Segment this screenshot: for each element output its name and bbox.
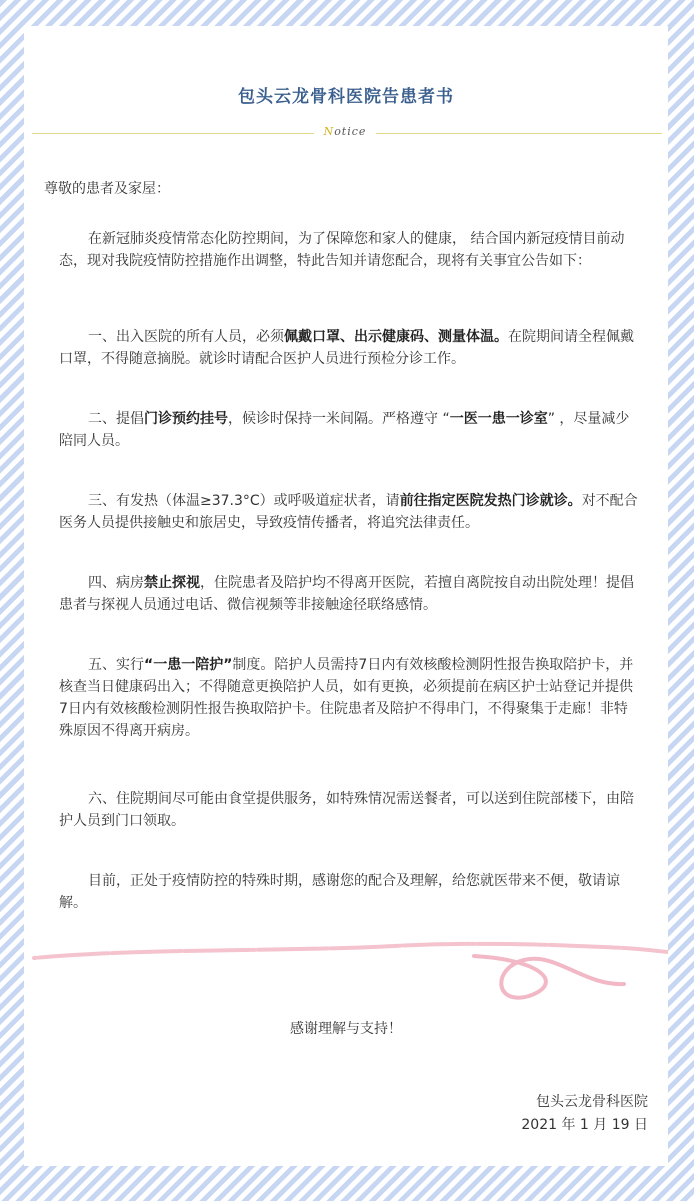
rule-2-text-c: ，候诊时保持一米间隔。严格遵守 “ — [228, 411, 450, 427]
notice-label — [314, 125, 376, 138]
rule-2-text-e: ” ，尽量减少陪同人员。 — [59, 411, 630, 449]
notice-label-rest: otice — [334, 125, 367, 138]
rule-item-4 — [59, 572, 639, 616]
divider-line-right — [376, 133, 662, 134]
rule-3-text-c: 对不配合医务人员提供接触史和旅居史，导致疫情传播者，将追究法律责任。 — [59, 493, 638, 531]
page-title: 包头云龙骨科医院告患者书 — [238, 87, 454, 107]
rule-item-3 — [59, 490, 639, 534]
rule-item-5 — [59, 654, 639, 742]
rule-4-emphasis: 禁止探视 — [144, 575, 200, 591]
notice-label-initial: N — [323, 125, 335, 138]
rule-4-text-c: ，住院患者及陪护均不得离开医院，若擅自离院按自动出院处理！提倡患者与探视人员通过电话、微信视频等非接触途径联络感情。 — [59, 575, 634, 613]
notice-card — [24, 26, 668, 1166]
signature-organization: 包头云龙骨科医院 — [536, 1094, 648, 1110]
rule-1-text-c: 在院期间请全程佩戴口罩，不得随意摘脱。就诊时请配合医护人员进行预检分诊工作。 — [59, 329, 634, 367]
rule-1-text-a: 一、出入医院的所有人员，必须 — [88, 329, 284, 345]
divider-line-left — [32, 133, 314, 134]
closing-paragraph: 目前，正处于疫情防控的特殊时期，感谢您的配合及理解，给您就医带来不便，敬请谅解。 — [59, 873, 620, 911]
rule-2-emphasis-1: 门诊预约挂号 — [144, 411, 228, 427]
rule-3-text-a: 三、有发热（体温≥37.3°C）或呼吸道症状者，请 — [88, 493, 400, 509]
rule-4-text-a: 四、病房 — [88, 575, 144, 591]
rule-5-text-c: 制度。陪护人员需持7日内有效核酸检测阴性报告换取陪护卡，并核查当日健康码出入；不得随意更换陪护人员，如有更换，必须提前在病区护士站登记并提供7日内有效核酸检测阴性报告换取陪护卡。住院患者及陪护不得串门，不得聚集于走廊！非特殊原因不得离开病房。 — [59, 657, 634, 739]
rule-item-1 — [59, 326, 639, 370]
rule-5-emphasis: “一患一陪护” — [144, 657, 233, 673]
rule-item-2 — [59, 408, 639, 452]
rule-2-emphasis-2: 一医一患一诊室 — [449, 411, 548, 427]
rule-1-emphasis: 佩戴口罩、出示健康码、测量体温。 — [284, 329, 508, 345]
rule-2-text-a: 二、提倡 — [88, 411, 144, 427]
rule-3-emphasis: 前往指定医院发热门诊就诊。 — [399, 493, 582, 509]
signature-date: 2021 年 1 月 19 日 — [521, 1117, 648, 1133]
ribbon-stroke — [34, 944, 668, 958]
thanks-text: 感谢理解与支持！ — [290, 1021, 402, 1037]
ribbon-loop — [474, 956, 624, 998]
salutation: 尊敬的患者及家屋： — [44, 181, 170, 197]
rule-item-6: 六、住院期间尽可能由食堂提供服务，如特殊情况需送餐者，可以送到住院部楼下，由陪护人员到门口领取。 — [59, 791, 634, 829]
notice-divider — [32, 123, 662, 143]
intro-paragraph: 在新冠肺炎疫情常态化防控期间，为了保障您和家人的健康， 结合国内新冠疫情目前动态，现对我院疫情防控措施作出调整，特此告知并请您配合，现将有关事宜公告如下： — [59, 231, 625, 269]
ribbon-decoration — [24, 926, 668, 1016]
rule-5-text-a: 五、实行 — [88, 657, 144, 673]
